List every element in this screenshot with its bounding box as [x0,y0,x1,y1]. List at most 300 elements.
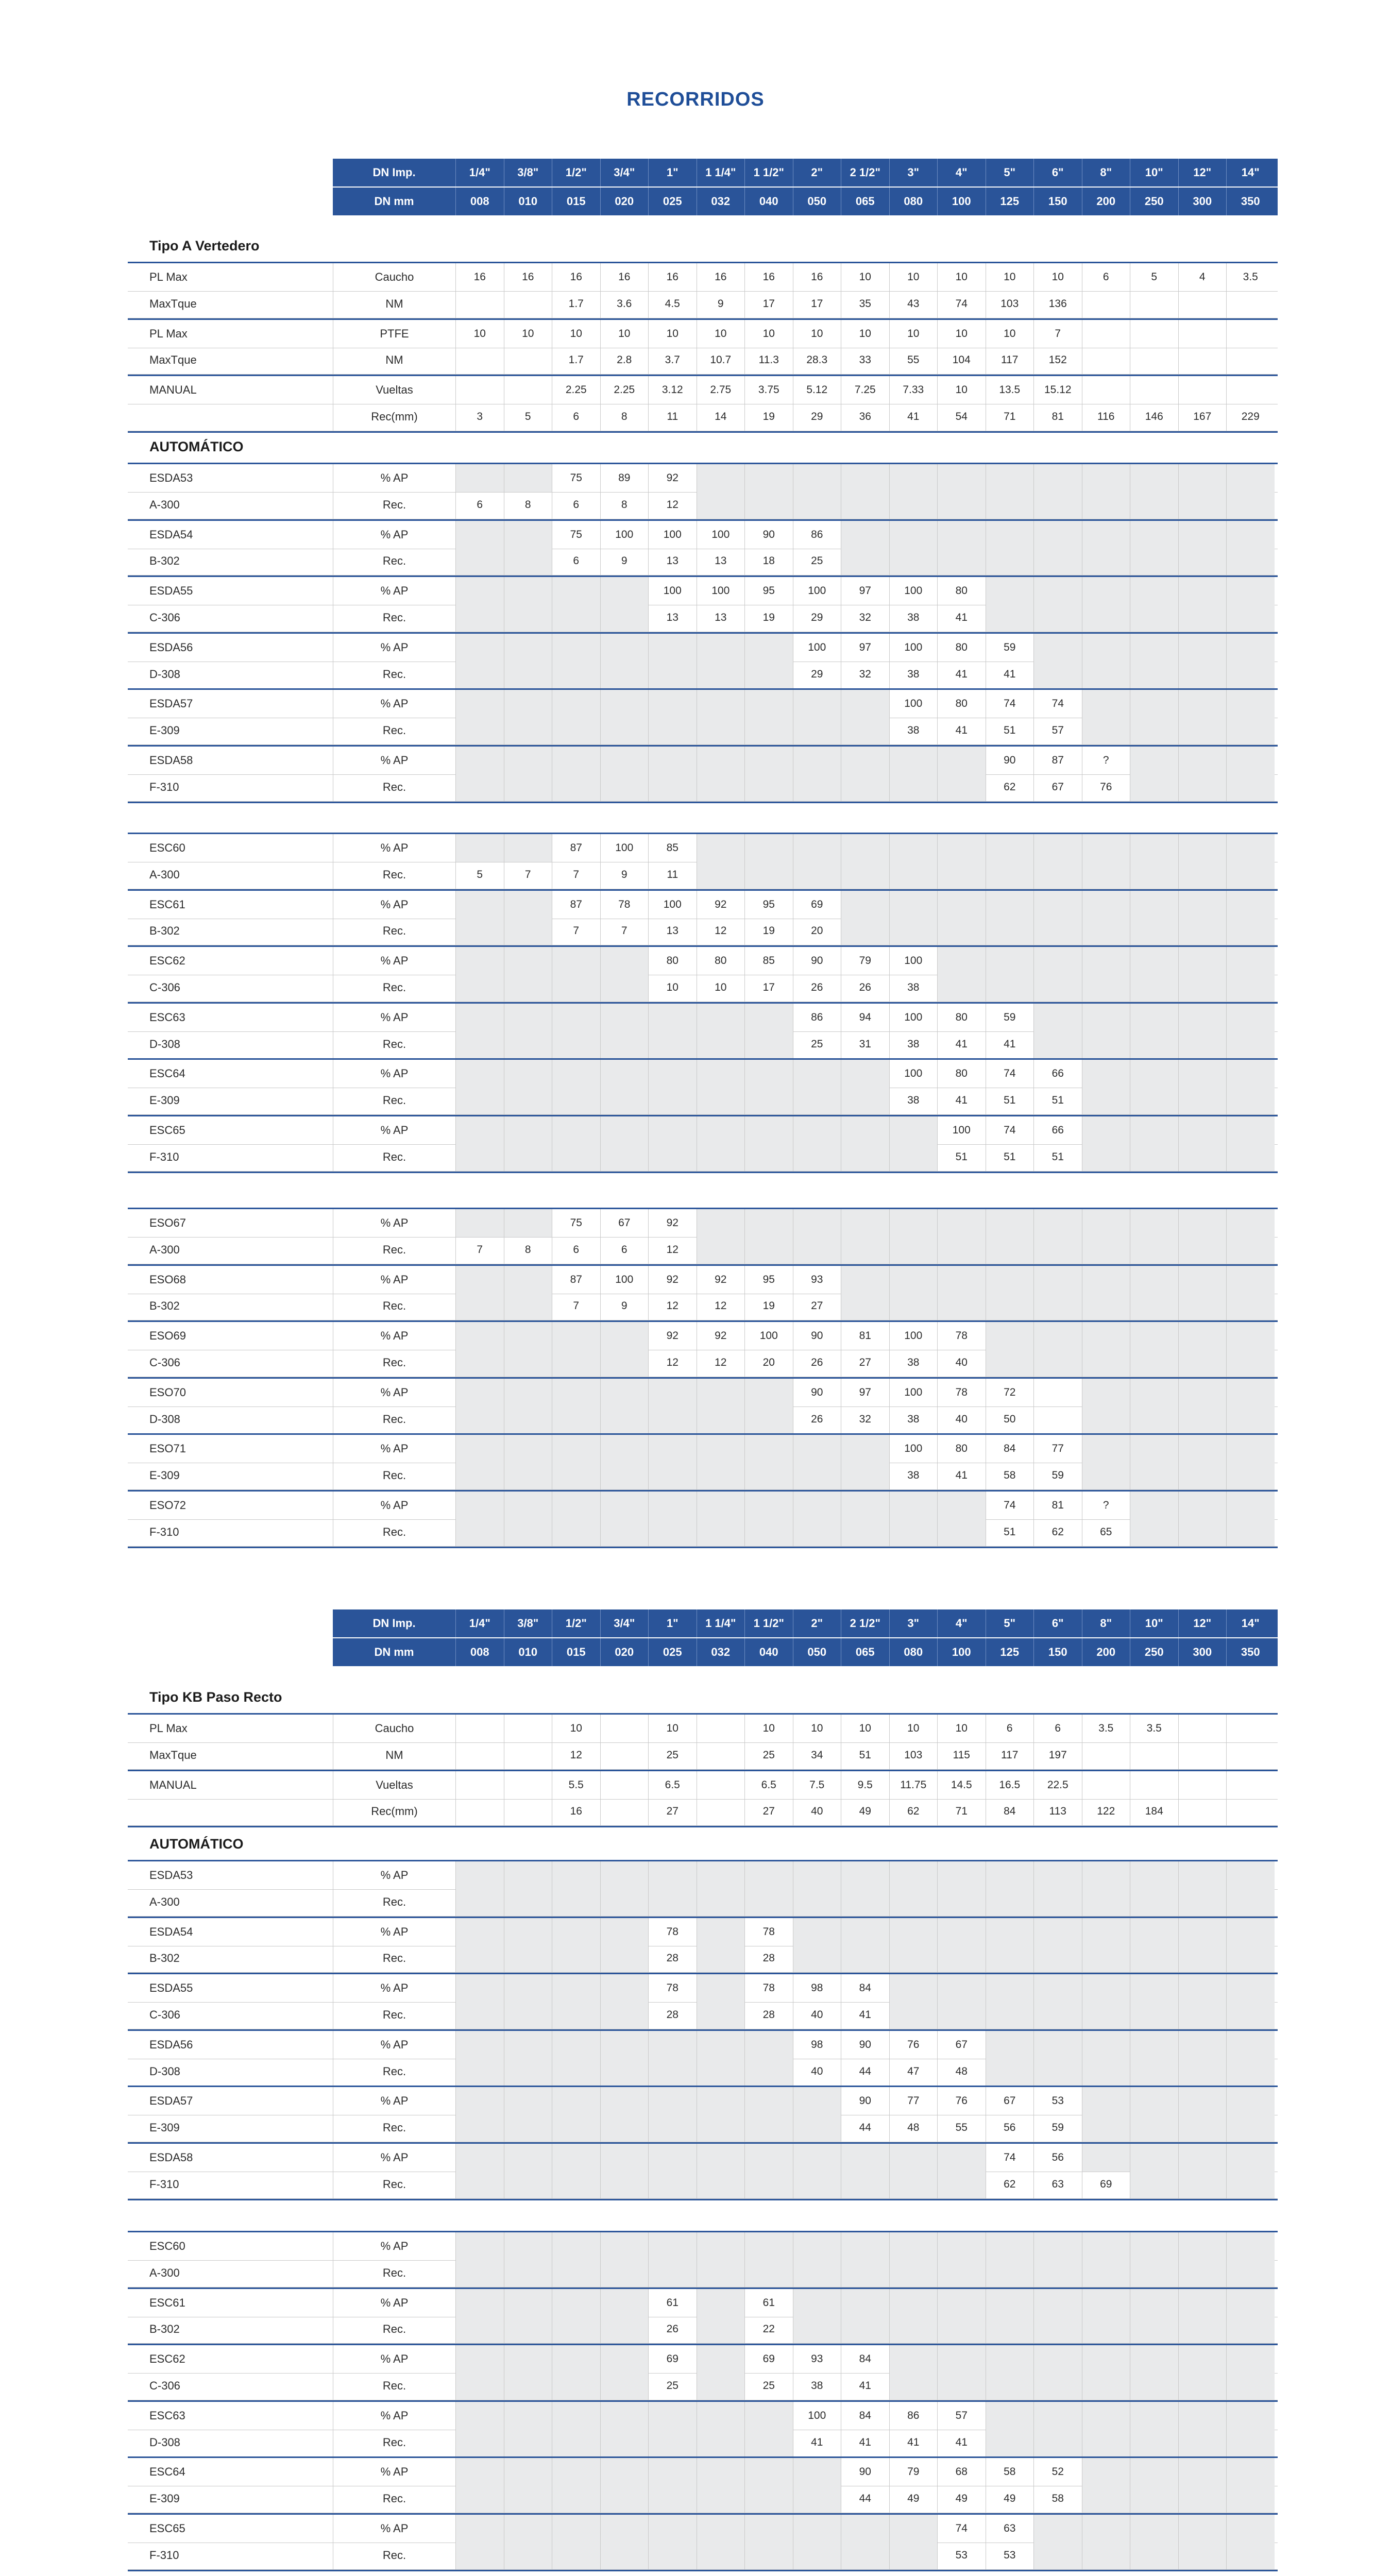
value-cell: 103 [986,290,1034,318]
value-cell [1130,1944,1178,1972]
table-row [128,1320,1278,1350]
value-cell [793,1518,841,1546]
value-cell [841,1236,889,1264]
value-cell [455,1518,504,1546]
value-cell: 16 [455,263,504,291]
value-cell [1226,1060,1275,1088]
value-cell [504,376,552,404]
value-cell: 98 [793,2031,841,2059]
value-cell [504,1030,552,1058]
value-cell [600,2429,649,2456]
value-cell: 25 [793,1030,841,1058]
value-cell [889,2289,938,2317]
value-cell: 100 [744,1322,793,1350]
value-cell [697,1492,745,1519]
value-cell [455,1143,504,1171]
value-cell: 16 [744,263,793,291]
value-cell: 32 [841,604,889,632]
value-cell [1226,491,1275,519]
value-cell [889,1944,938,1972]
value-cell: 86 [793,521,841,549]
value-cell [744,2458,793,2486]
value-cell: 9 [600,547,649,575]
value-cell: 3 [455,403,504,431]
row-unit: % AP [333,1116,455,1144]
value-cell [1130,1349,1178,1377]
value-cell [1178,917,1227,945]
value-cell [600,2541,649,2569]
value-cell [744,2541,793,2569]
row-unit: Caucho [333,1715,455,1742]
row-name: B-302 [149,1299,180,1313]
value-cell [1130,2345,1178,2373]
value-cell [1082,1030,1130,1058]
value-cell [697,2259,745,2287]
value-cell [986,2315,1034,2343]
table-row [128,660,1278,689]
value-cell [1178,1771,1227,1799]
value-cell [1082,2087,1130,2115]
value-cell: 113 [1033,1798,1082,1825]
value-cell [1033,917,1082,945]
value-cell [1033,464,1082,492]
value-cell [744,491,793,519]
value-cell [1178,717,1227,744]
value-cell [889,1209,938,1237]
value-cell [648,2402,697,2430]
value-cell [697,1798,745,1825]
value-cell [986,1861,1034,1889]
value-cell [600,1518,649,1546]
value-cell [600,1435,649,1463]
value-cell [1082,717,1130,744]
value-cell [697,2031,745,2059]
value-cell [600,1405,649,1433]
value-cell [504,2429,552,2456]
value-cell [744,1236,793,1264]
value-cell: 10 [889,263,938,291]
value-cell [504,2171,552,2198]
value-cell [552,1322,600,1350]
value-cell: 25 [744,1741,793,1769]
row-name: E-309 [149,2492,180,2505]
value-cell: 6.5 [648,1771,697,1799]
value-cell [841,2232,889,2260]
value-cell [937,2171,986,2198]
table-row [128,604,1278,632]
value-cell: 10 [986,320,1034,348]
value-cell [455,2114,504,2142]
row-name: PL Max [149,327,188,340]
value-cell [986,1292,1034,1320]
value-cell: 7.5 [793,1771,841,1799]
value-cell [1226,1974,1275,2002]
value-cell [1130,346,1178,374]
value-cell [744,2114,793,2142]
header-cell: 10" [1130,159,1178,187]
value-cell: 13 [648,547,697,575]
value-cell [1130,320,1178,348]
value-cell: 19 [744,403,793,431]
row-name: ESO69 [149,1329,186,1343]
value-cell: 25 [648,2372,697,2400]
value-cell: 9.5 [841,1771,889,1799]
value-cell [1130,1143,1178,1171]
value-cell [552,1435,600,1463]
value-cell: 92 [697,891,745,919]
value-cell: 92 [697,1322,745,1350]
value-cell [1178,2541,1227,2569]
header-cell: 010 [504,1638,552,1666]
value-cell [986,947,1034,975]
value-cell [937,2315,986,2343]
value-cell: 81 [841,1322,889,1350]
value-cell [1226,747,1275,774]
value-cell [455,2372,504,2400]
value-cell [1178,2315,1227,2343]
value-cell [697,1918,745,1946]
value-cell [455,1209,504,1237]
row-unit: Rec. [333,604,455,632]
value-cell [793,2144,841,2172]
value-cell [552,1888,600,1916]
header-cell: 008 [455,188,504,215]
value-cell [648,1518,697,1546]
value-cell [600,1379,649,1406]
value-cell: 69 [1082,2171,1130,2198]
value-cell [455,547,504,575]
value-cell [1226,1861,1275,1889]
row-unit: % AP [333,634,455,662]
value-cell: 100 [648,891,697,919]
value-cell [744,2058,793,2086]
value-cell [697,861,745,889]
row-unit: % AP [333,1379,455,1406]
value-cell: 7.33 [889,376,938,404]
value-cell [455,577,504,605]
value-cell: 27 [648,1798,697,1825]
value-cell [986,2372,1034,2400]
value-cell [648,2485,697,2513]
value-cell: 26 [841,974,889,1002]
value-cell [697,2058,745,2086]
value-cell: 75 [552,464,600,492]
value-cell: 84 [841,1974,889,2002]
row-name: ESC61 [149,2296,185,2309]
value-cell [1033,2372,1082,2400]
value-cell [455,2315,504,2343]
value-cell [937,861,986,889]
value-cell [455,947,504,975]
value-cell: 32 [841,1405,889,1433]
value-cell: 26 [648,2315,697,2343]
value-cell [455,1322,504,1350]
header-cell: 250 [1130,1638,1178,1666]
table-row [128,1798,1278,1826]
header-cell: 050 [793,188,841,215]
row-unit: % AP [333,834,455,862]
value-cell [1082,2402,1130,2430]
table-row [128,1087,1278,1115]
value-cell [552,690,600,718]
value-cell [1130,1236,1178,1264]
value-cell [504,891,552,919]
row-name: ESO68 [149,1273,186,1286]
value-cell: 100 [648,521,697,549]
row-name: F-310 [149,2548,179,2562]
row-name: ESDA55 [149,1981,193,1995]
value-cell: 61 [648,2289,697,2317]
value-cell [1082,2001,1130,2029]
value-cell [1033,604,1082,632]
value-cell: 5.5 [552,1771,600,1799]
row-name: A-300 [149,2266,180,2279]
row-unit: % AP [333,464,455,492]
header-cell: 025 [648,188,697,215]
value-cell [986,2289,1034,2317]
value-cell: 38 [889,1030,938,1058]
value-cell [1033,2031,1082,2059]
header-cell: 2" [793,159,841,187]
value-cell [889,1918,938,1946]
value-cell: 100 [697,577,745,605]
value-cell [841,1143,889,1171]
value-cell [504,2114,552,2142]
value-cell: 59 [986,634,1034,662]
value-cell [1178,2372,1227,2400]
table-row [128,1490,1278,1520]
value-cell [1178,2402,1227,2430]
value-cell: 5 [504,403,552,431]
value-cell: 100 [697,521,745,549]
value-cell [744,1087,793,1114]
value-cell: 38 [889,1462,938,1489]
value-cell [1178,1116,1227,1144]
value-cell [1082,2031,1130,2059]
value-cell: 40 [793,2001,841,2029]
row-name: MANUAL [149,1778,197,1791]
value-cell [744,1209,793,1237]
value-cell: 95 [744,1266,793,1294]
value-cell: 95 [744,577,793,605]
value-cell: 78 [648,1974,697,2002]
value-cell [455,521,504,549]
value-cell [986,491,1034,519]
value-cell: 100 [889,1004,938,1031]
value-cell [1082,1087,1130,1114]
value-cell [1033,861,1082,889]
value-cell [648,1030,697,1058]
value-cell [1226,2485,1275,2513]
value-cell [1226,2144,1275,2172]
value-cell: 38 [889,974,938,1002]
value-cell [504,1266,552,1294]
value-cell [648,2515,697,2543]
value-cell [793,2289,841,2317]
table-row [128,688,1278,718]
row-unit: % AP [333,1492,455,1519]
value-cell [986,2058,1034,2086]
row-name [128,403,333,431]
value-cell [1226,660,1275,688]
value-cell: 116 [1082,403,1130,431]
header-cell: 1 1/2" [744,159,793,187]
value-cell [455,2031,504,2059]
value-cell [1130,1004,1178,1031]
value-cell [552,773,600,801]
row-unit: % AP [333,2345,455,2373]
value-cell [600,2458,649,2486]
value-cell [744,2515,793,2543]
value-cell: 6 [552,491,600,519]
value-cell [1082,491,1130,519]
table-row [128,2287,1278,2317]
value-cell: 49 [937,2485,986,2513]
value-cell [552,604,600,632]
table-row [128,2259,1278,2287]
row-unit: Rec. [333,2001,455,2029]
value-cell [1226,1349,1275,1377]
value-cell [600,1349,649,1377]
value-cell [600,1798,649,1825]
value-cell [1033,1030,1082,1058]
value-cell [697,1944,745,1972]
value-cell: 197 [1033,1741,1082,1769]
header-cell: 1" [648,1609,697,1637]
value-cell [937,1861,986,1889]
value-cell [937,891,986,919]
value-cell [1033,1236,1082,1264]
value-cell [552,2315,600,2343]
value-cell [1226,1918,1275,1946]
table-row [128,717,1278,745]
value-cell [697,1861,745,1889]
value-cell [1130,974,1178,1002]
value-cell [504,747,552,774]
value-cell [937,947,986,975]
value-cell [889,521,938,549]
value-cell [1082,1888,1130,1916]
value-cell [697,1087,745,1114]
value-cell [1082,521,1130,549]
value-cell: 8 [504,1236,552,1264]
value-cell [552,634,600,662]
value-cell [600,947,649,975]
value-cell: 2.8 [600,346,649,374]
value-cell [1082,2232,1130,2260]
value-cell [1082,2144,1130,2172]
value-cell [455,2289,504,2317]
value-cell: 19 [744,1292,793,1320]
header-cell: 125 [986,188,1034,215]
value-cell [1082,690,1130,718]
table-row [128,632,1278,662]
value-cell [552,2429,600,2456]
value-cell [1226,2232,1275,2260]
row-unit: PTFE [333,320,455,348]
value-cell [744,2259,793,2287]
value-cell [1226,2429,1275,2456]
value-cell: 61 [744,2289,793,2317]
table-row [128,1030,1278,1059]
value-cell: 71 [986,403,1034,431]
value-cell [1130,1379,1178,1406]
table-row [128,2429,1278,2457]
value-cell [600,1771,649,1799]
value-cell: 97 [841,577,889,605]
value-cell [1178,2031,1227,2059]
value-cell [1082,1974,1130,2002]
value-cell: 10 [455,320,504,348]
value-cell: 76 [1082,773,1130,801]
header-cell: 025 [648,1638,697,1666]
row-unit: Rec. [333,1143,455,1171]
value-cell [889,747,938,774]
row-name: ESDA56 [149,640,193,654]
value-cell [1226,834,1275,862]
value-cell: 92 [697,1266,745,1294]
value-cell [1082,547,1130,575]
value-cell [455,290,504,318]
row-unit: % AP [333,1861,455,1889]
value-cell [841,747,889,774]
value-cell [1178,1462,1227,1489]
value-cell [600,660,649,688]
header-cell: 300 [1178,188,1227,215]
value-cell: 229 [1226,403,1275,431]
table-row [128,889,1278,919]
value-cell: 93 [793,2345,841,2373]
value-cell [1178,2345,1227,2373]
value-cell: 47 [889,2058,938,2086]
value-cell [841,491,889,519]
value-cell [1033,1292,1082,1320]
value-cell [889,2515,938,2543]
header-cell: 032 [697,1638,745,1666]
value-cell [600,1861,649,1889]
value-cell [455,1087,504,1114]
value-cell [937,547,986,575]
value-cell [841,861,889,889]
value-cell [600,747,649,774]
value-cell [1178,2144,1227,2172]
value-cell: 7 [552,861,600,889]
row-name: ESDA54 [149,1925,193,1938]
value-cell: 41 [986,1030,1034,1058]
value-cell: 12 [648,1236,697,1264]
value-cell [937,2259,986,2287]
table-row [128,1264,1278,1294]
table-row [128,2456,1278,2486]
value-cell [1130,1116,1178,1144]
value-cell [648,690,697,718]
value-cell: 10 [986,263,1034,291]
value-cell: 12 [648,1292,697,1320]
value-cell: 16 [552,1798,600,1825]
value-cell: 10.7 [697,346,745,374]
table-row [128,1518,1278,1547]
value-cell [504,521,552,549]
value-cell: 11 [648,403,697,431]
value-cell [1226,690,1275,718]
value-cell: 90 [841,2087,889,2115]
value-cell [744,2171,793,2198]
header-cell: 080 [889,188,938,215]
value-cell [937,1292,986,1320]
row-unit: Rec. [333,2485,455,2513]
value-cell [1178,1349,1227,1377]
value-cell [1130,604,1178,632]
